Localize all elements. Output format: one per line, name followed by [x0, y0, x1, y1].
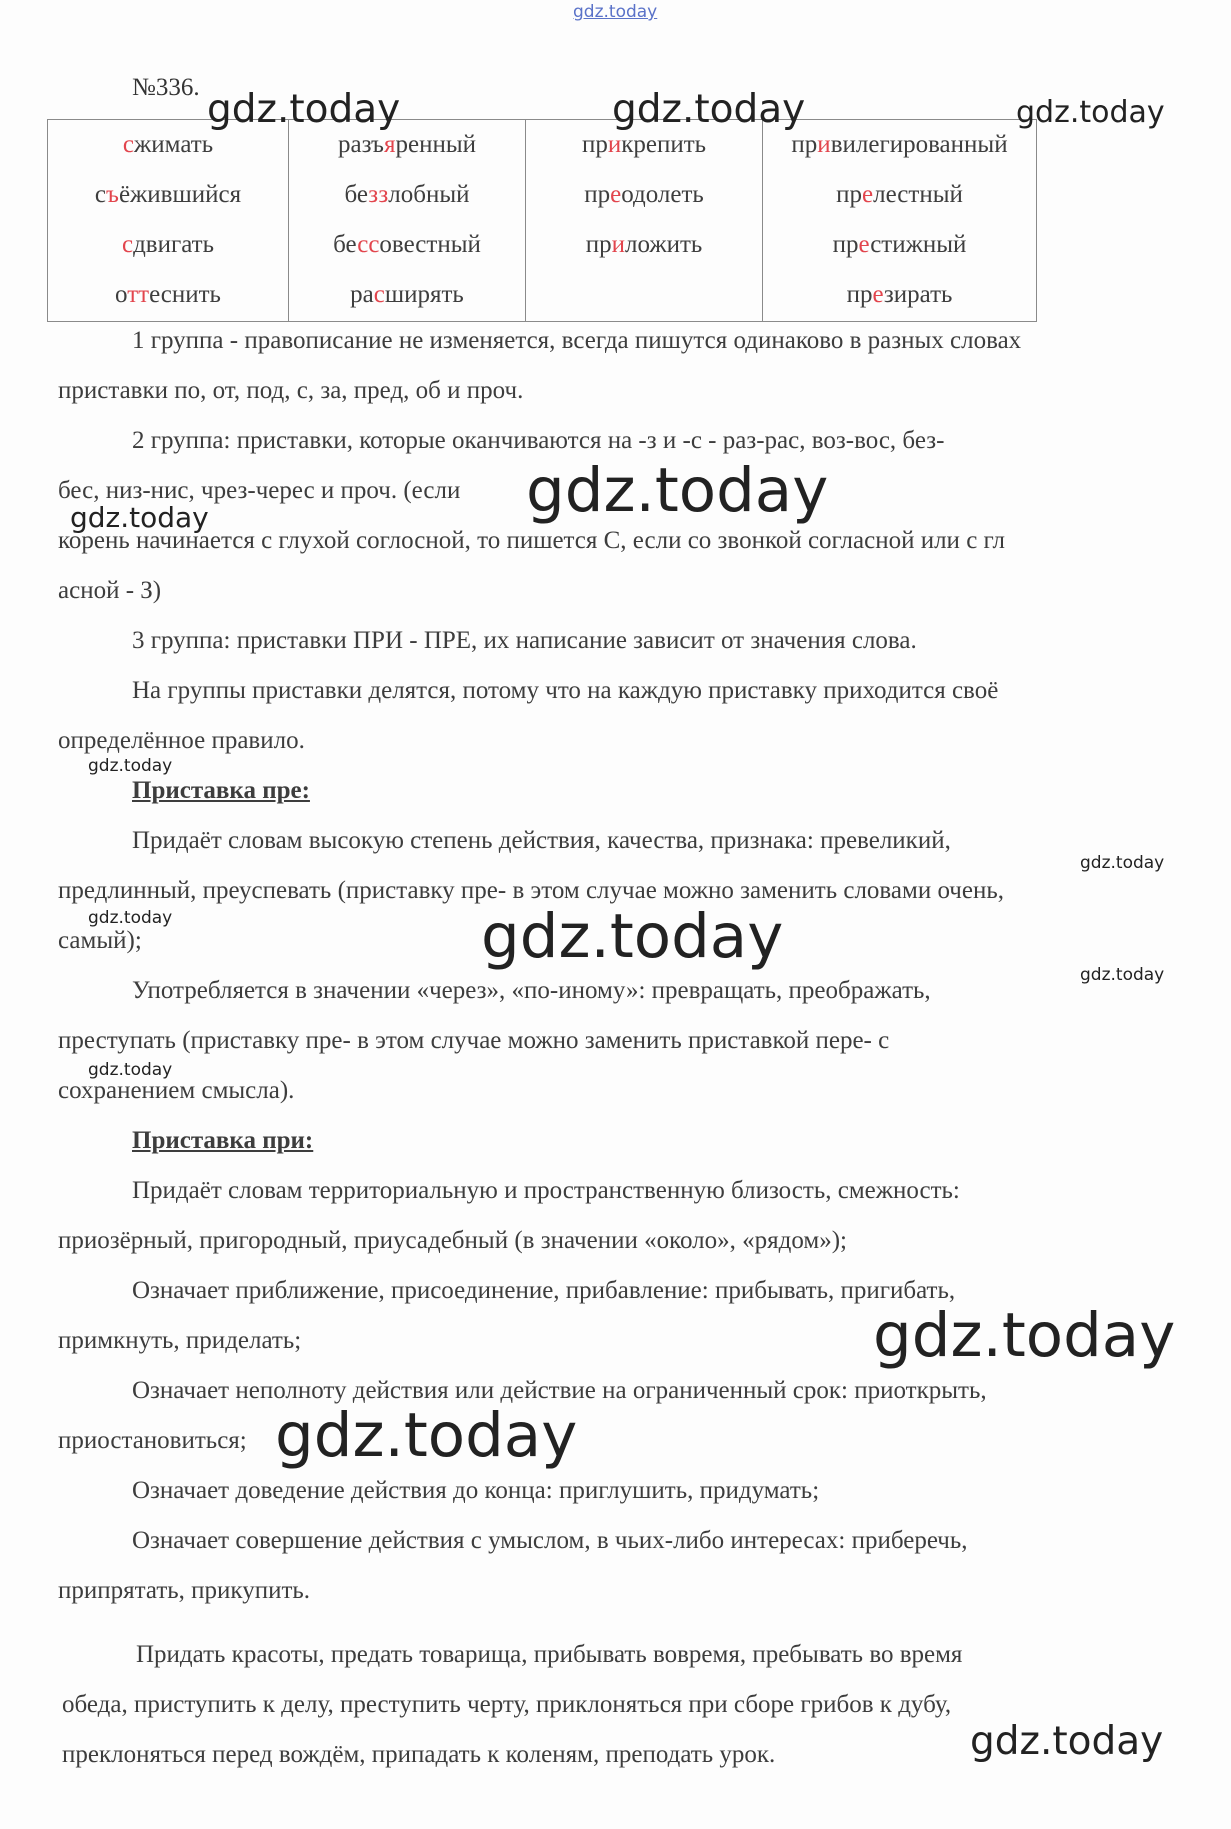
word-part: зирать: [883, 281, 953, 308]
watermark: gdz.today: [612, 87, 806, 132]
text-line: преклоняться перед вождём, припадать к коленям, преподать урок.: [62, 1741, 776, 1768]
table-word: [48, 270, 288, 320]
word-part: ренный: [395, 131, 476, 158]
word-part: крепить: [621, 131, 707, 158]
watermark: gdz.today: [970, 1719, 1164, 1764]
text-line: определённое правило.: [58, 727, 305, 754]
word-part: разъ: [337, 131, 384, 158]
word-part: пр: [846, 281, 873, 308]
table-word: [48, 220, 288, 270]
word-part: пр: [585, 231, 612, 258]
watermark: gdz.today: [873, 1300, 1176, 1371]
table-word: [48, 170, 288, 220]
table-column-4: [763, 120, 1037, 322]
word-part: ложить: [624, 231, 703, 258]
text-line: Означает доведение действия до конца: приглушить, придумать;: [132, 1477, 820, 1504]
highlighted-letters: е: [858, 231, 871, 258]
watermark: gdz.today: [1080, 853, 1165, 873]
highlighted-letters: ъ: [106, 181, 119, 208]
watermark: gdz.today: [88, 1060, 173, 1080]
highlighted-letters: и: [611, 231, 625, 258]
text-line: Употребляется в значении «через», «по-иному»: превращать, преображать,: [132, 977, 931, 1004]
word-part: овестный: [379, 231, 481, 258]
highlighted-letters: я: [383, 131, 396, 158]
word-part: пр: [832, 231, 859, 258]
word-part: ра: [350, 281, 374, 308]
task-number: №336.: [132, 74, 200, 101]
word-part: о: [115, 281, 128, 308]
table-word: [526, 170, 762, 220]
text-line: Придать красоты, предать товарища, прибывать вовремя, пребывать во время: [136, 1641, 963, 1668]
text-line: Придаёт словам территориальную и пространственную близость, смежность:: [132, 1177, 960, 1204]
text-line: Означает неполноту действия или действие на ограниченный срок: приоткрыть,: [132, 1377, 987, 1404]
text-line: корень начинается с глухой соглосной, то пишется С, если со звонкой согласной или с гл: [58, 527, 1005, 554]
highlighted-letters: е: [872, 281, 884, 308]
text-line: приставки по, от, под, с, за, пред, об и проч.: [58, 377, 524, 404]
watermark: gdz.today: [88, 908, 173, 928]
table-word: [289, 170, 525, 220]
text-line: примкнуть, приделать;: [58, 1327, 302, 1354]
word-part: лестный: [873, 181, 963, 208]
word-part: вилегированный: [830, 131, 1008, 158]
text-line: приостановиться;: [58, 1427, 247, 1454]
highlighted-letters: с: [121, 231, 134, 258]
table-column-3: [526, 120, 763, 322]
text-line: Означает совершение действия с умыслом, в чьих-либо интересах: приберечь,: [132, 1527, 968, 1554]
word-part: бе: [333, 231, 358, 258]
text-line: 1 группа - правописание не изменяется, всегда пишутся одинаково в разных словах: [132, 327, 1022, 354]
highlighted-letters: тт: [127, 281, 150, 308]
section-heading-pre: Приставка пре:: [132, 777, 310, 804]
text-line: бес, низ-нис, чрез-черес и проч. (если: [58, 477, 461, 504]
text-line: На группы приставки делятся, потому что на каждую приставку приходится своё: [132, 677, 999, 704]
text-line: припрятать, прикупить.: [58, 1577, 311, 1604]
word-part: еснить: [149, 281, 221, 308]
watermark: gdz.today: [70, 501, 209, 534]
word-part: лобный: [388, 181, 470, 208]
text-line: 2 группа: приставки, которые оканчиваются на -з и -с - раз-рас, воз-вос, без-: [132, 427, 945, 454]
table-word: [763, 220, 1036, 270]
text-line: предлинный, преуспевать (приставку пре- в этом случае можно заменить словами очень,: [58, 877, 1005, 904]
watermark: gdz.today: [1016, 95, 1165, 130]
highlighted-letters: е: [862, 181, 874, 208]
table-column-2: [289, 120, 526, 322]
text-line: Означает приближение, присоединение, прибавление: прибывать, пригибать,: [132, 1277, 956, 1304]
table-word: [763, 270, 1036, 320]
word-part: жимать: [134, 131, 214, 158]
highlighted-letters: сс: [357, 231, 380, 258]
highlighted-letters: с: [122, 131, 135, 158]
text-line: самый);: [58, 927, 142, 954]
word-part: пр: [836, 181, 862, 208]
text-line: обеда, приступить к делу, преступить черту, приклоняться при сборе грибов к дубу,: [62, 1691, 952, 1718]
highlighted-letters: и: [817, 131, 831, 158]
text-line: 3 группа: приставки ПРИ - ПРЕ, их написание зависит от значения слова.: [132, 627, 917, 654]
text-line: преступать (приставку пре- в этом случае можно заменить приставкой пере- с: [58, 1027, 890, 1054]
highlighted-letters: и: [607, 131, 622, 158]
word-part: одолеть: [621, 181, 704, 208]
table-column-1: [48, 120, 289, 322]
words-table: [47, 119, 1037, 322]
word-part: ёжившийся: [118, 181, 242, 208]
word-part: с: [94, 181, 106, 208]
section-heading-pri: Приставка при:: [132, 1127, 314, 1154]
watermark: gdz.today: [207, 87, 401, 132]
highlighted-letters: с: [373, 281, 385, 308]
word-part: пр: [581, 131, 608, 158]
watermark-top: gdz.today: [573, 2, 658, 22]
word-part: пр: [791, 131, 818, 158]
highlighted-letters: зз: [368, 181, 389, 208]
table-word: [763, 170, 1036, 220]
word-part: двигать: [133, 231, 215, 258]
text-line: сохранением смысла).: [58, 1077, 295, 1104]
highlighted-letters: е: [610, 181, 622, 208]
word-part: бе: [344, 181, 369, 208]
text-line: приозёрный, пригородный, приусадебный (в значении «около», «рядом»);: [58, 1227, 847, 1254]
table-word: [289, 270, 525, 320]
word-part: пр: [584, 181, 611, 208]
table-row: [48, 120, 1037, 322]
text-line: асной - З): [58, 577, 162, 604]
word-part: стижный: [870, 231, 967, 258]
watermark: gdz.today: [526, 455, 829, 526]
watermark: gdz.today: [275, 1400, 578, 1471]
table-word: [526, 220, 762, 270]
word-part: ширять: [384, 281, 464, 308]
watermark: gdz.today: [1080, 965, 1165, 985]
text-line: Придаёт словам высокую степень действия, качества, признака: превеликий,: [132, 827, 951, 854]
table-word: [289, 220, 525, 270]
watermark: gdz.today: [481, 901, 784, 972]
watermark: gdz.today: [88, 756, 173, 776]
